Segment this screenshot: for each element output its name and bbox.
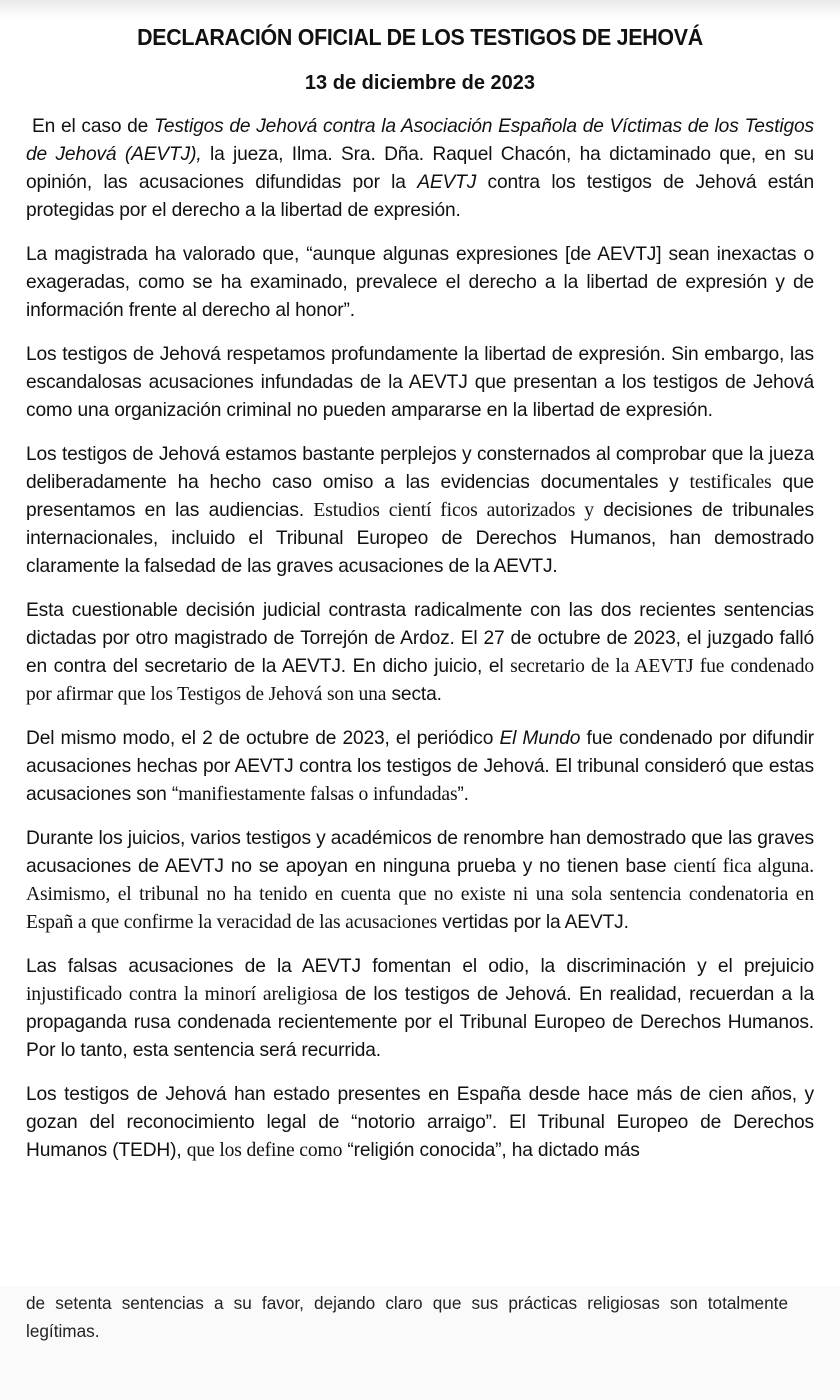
paragraph-4-text-c: que presentamos en las audiencias. [26,472,814,521]
paragraph-5-text-c: secta. [386,684,442,705]
paragraph-7-text-a: Durante los juicios, varios testigos y académicos de renombre han demostrado que las graves acusaciones de AEVTJ no se apoyan en ninguna prueba y no tienen base [26,828,814,877]
paragraph-3: Los testigos de Jehová respetamos profundamente la libertad de expresión. Sin embargo, las escandalosas acusaciones infundadas de la AEVTJ que presentan a los testigos de Jehová como una organización criminal no pueden ampararse en la libertad de expresión. [26,344,814,421]
case-name: Testigos de Jehová contra la Asociación Española de Víctimas de los Testigos de Jehová (AEVTJ), [26,116,815,165]
paragraph-6-text-c: fue condenado por difundir acusaciones hechas por AEVTJ contra los testigos de Jehová. El tribunal consideró que estas acusaciones son “ [26,728,814,805]
continuation-text: de setenta sentencias a su favor, dejando claro que sus prácticas religiosas son totalmente legítimas. [26,1293,788,1341]
paragraph-4-text-b: testificales [689,472,772,493]
paragraph-8 [26,953,814,1065]
paragraph-6-text-e: ”. [457,784,469,805]
paragraph-9-text-a: Los testigos de Jehová han estado presentes en España desde hace más de cien años, y gozan del reconocimiento legal de “notorio arraigo”. El Tribunal Europeo de Derechos Humanos (TEDH), [26,1084,814,1161]
paragraph-8-text-b: injustificado contra la minorí areligiosa [26,984,338,1005]
paragraph-9-text-b: que los define como [186,1140,343,1161]
aevtj-italic: AEVTJ [417,172,477,193]
paragraph-4-text-e: decisiones de tribunales internacionales, incluido el Tribunal Europeo de Derechos Humanos, han demostrado claramente la falsedad de las graves acusaciones de la AEVTJ. [26,500,814,577]
paragraph-4-text-d: Estudios cientí ficos autorizados y [313,500,594,521]
document-date: 13 de diciembre de 2023 [304,72,536,94]
paragraph-8-text-a: Las falsas acusaciones de la AEVTJ fomentan el odio, la discriminación y el prejuicio [26,956,814,977]
paragraph-1-text-a: En el caso de [32,116,155,137]
paragraph-5-text-b: secretario de la AEVTJ fue condenado por afirmar que los Testigos de Jehová son una [26,656,814,705]
paragraph-4-text-a: Los testigos de Jehová estamos bastante perplejos y consternados al comprobar que la jueza deliberadamente ha hecho caso omiso a las evidencias documentales y [26,444,814,493]
document-body [26,113,814,1181]
paragraph-6 [26,725,814,809]
paragraph-6-quote: manifiestamente falsas o infundadas [178,784,458,805]
paragraph-6-text-a: Del mismo modo, el 2 de octubre de 2023, el periódico [26,728,500,749]
paragraph-7 [26,825,814,937]
paragraph-8-text-c: de los testigos de Jehová. En realidad, recuerdan a la propaganda rusa condenada recientemente por el Tribunal Europeo de Derechos Humanos. Por lo tanto, esta sentencia será recurrida. [26,984,814,1061]
paragraph-1-text-c: la jueza, Ilma. Sra. Dña. Raquel Chacón, ha dictaminado que, en su opinión, las acusaciones difundidas por la [26,144,814,193]
paragraph-5-text-a: Esta cuestionable decisión judicial contrasta radicalmente con las dos recientes sentencias dictadas por otro magistrado de Torrejón de Ardoz. El 27 de octubre de 2023, el juzgado falló en contra del secretario de la AEVTJ. En dicho juicio, el [26,600,814,677]
paragraph-7-text-b: cientí fica alguna. Asimismo, el tribunal no ha tenido en cuenta que no existe ni una sola sentencia condenatoria en Españ a que confirme la veracidad de las acusaciones [26,856,814,933]
paragraph-7-text-c: vertidas por la AEVTJ. [437,912,629,933]
newspaper-name: El Mundo [499,728,581,749]
paragraph-2: La magistrada ha valorado que, “aunque algunas expresiones [de AEVTJ] sean inexactas o exageradas, como se ha examinado, prevalece el derecho a la libertad de expresión y de información frente al derecho al honor”. [26,244,814,321]
document-title: DECLARACIÓN OFICIAL DE LOS TESTIGOS DE JEHOVÁ [137,24,703,50]
paragraph-5 [26,597,814,709]
paragraph-9-text-c: “religión conocida”, ha dictado más [342,1140,640,1161]
paragraph-9 [26,1081,814,1165]
paragraph-1-text-e: contra los testigos de Jehová están protegidas por el derecho a la libertad de expresión. [26,172,814,221]
page-top-shadow [0,0,840,18]
paragraph-1 [26,113,814,225]
paragraph-4 [26,441,814,581]
